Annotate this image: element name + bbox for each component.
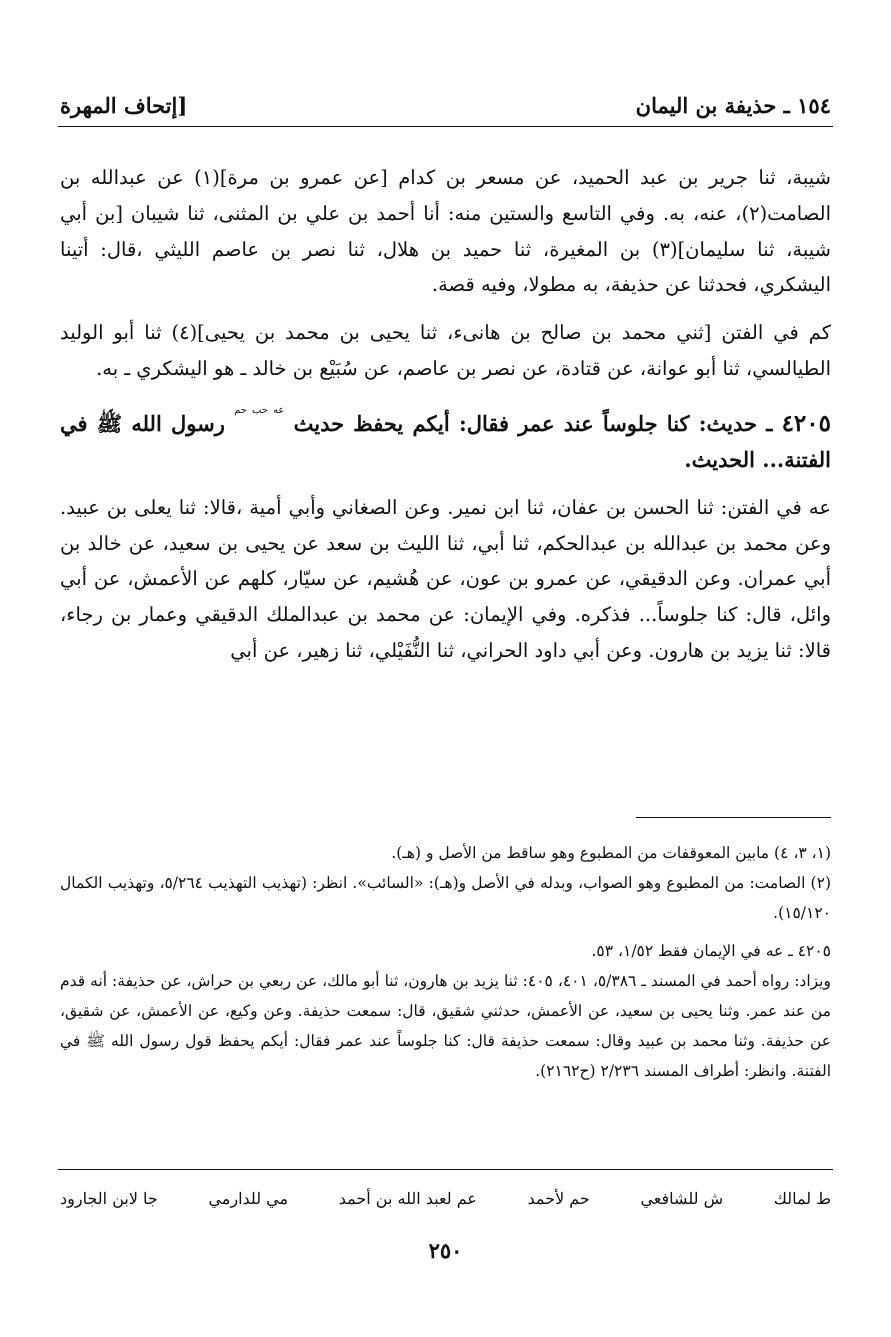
hadith-sigla: عه حب حم <box>234 404 285 416</box>
abbreviation-item: مي للدارمي <box>208 1189 289 1208</box>
abbreviation-item: ط لمالك <box>773 1189 831 1208</box>
hadith-title-line1: ـ حديث: كنا جلوساً عند عمر فقال: أيكم يحفظ حديث <box>293 410 773 436</box>
footnotes <box>60 838 831 1086</box>
header-divider <box>58 126 833 127</box>
footnote-1: (١، ٣، ٤) مابين المعوقفات من المطبوع وهو ساقط من الأصل و (هـ). <box>391 844 831 862</box>
hadith-number: ٤٢٠٥ <box>781 409 831 437</box>
hadith-heading <box>60 393 831 478</box>
abbreviation-item: حم لأحمد <box>527 1189 590 1208</box>
page-number: ٢٥٠ <box>428 1238 463 1263</box>
running-header <box>60 78 831 118</box>
header-chapter-title: ١٥٤ ـ حذيفة بن اليمان <box>635 93 831 118</box>
abbreviations-key <box>60 1186 831 1212</box>
paragraph-2: كم في الفتن [ثني محمد بن صالح بن هانىء، ثنا يحيى بن محمد بن يحيى](٤) ثنا أبو الوليد الطيالسي، ثنا أبو عوانة، عن قتادة، عن نصر بن عاصم، عن سُبَيْع بن خالد ـ هو اليشكري ـ به. <box>60 321 831 380</box>
footnote-4: ويزاد: رواه أحمد في المسند ـ ٥/٣٨٦، ٤٠١، ٤٠٥: ثنا يزيد بن هارون، ثنا أبو مالك، عن ربعي بن حراش، عن حذيفة: أنه قدم من عند عمر. وثنا يحيى بن سعيد، عن الأعمش، حدثني شقيق، قال: سمعت حذيفة. وعن وكيع، عن الأعمش، عن شقيق، عن حذيفة. وثنا محمد بن عبيد وقال: سمعت حذيفة قال: كنا جلوساً عند عمر فقال: أيكم يحفظ قول رسول الله ﷺ في الفتنة. وانظر: أطراف المسند ٢/٢٣٦ (ح٢١٦٢). <box>60 972 831 1080</box>
header-book-title: [إتحاف المهرة <box>60 93 188 118</box>
footnote-2: (٢) الصامت: من المطبوع وهو الصواب، وبدله في الأصل و(هـ): «السائب». انظر: (تهذيب التهذيب ٥/٢٦٤، وتهذيب الكمال ١٥/١٢٠). <box>60 874 831 922</box>
paragraph-3: عه في الفتن: ثنا الحسن بن عفان، ثنا ابن نمير. وعن الصغاني وأبي أمية ،قالا: ثنا يعلى بن عبيد. وعن محمد بن عبدالله بن عبدالحكم، ثنا أبي، ثنا الليث بن سعد عن يحيى بن سعيد، عن خالد بن أبي عمران. وعن الدقيقي، عن عمرو بن عون، عن هُشيم، عن سيّار، كلهم عن الأعمش، عن أبي وائل، قال: كنا جلوساً... فذكره. وفي الإيمان: عن محمد بن عبدالملك الدقيقي وعمار بن رجاء، قالا: ثنا يزيد بن هارون. وعن أبي داود الحراني، ثنا النُّفَيْلي، ثنا زهير، عن أبي <box>60 495 831 662</box>
paragraph-1: شيبة، ثنا جرير بن عبد الحميد، عن مسعر بن كدام [عن عمرو بن مرة](١) عن عبدالله بن الصامت(٢)، عنه، به. وفي التاسع والستين منه: أنا أحمد بن علي بن المثنى، ثنا شيبان [بن أبي شيبة، ثنا سليمان](٣) بن المغيرة، ثنا حميد بن هلال، ثنا نصر بن عاصم الليثي ،قال: أتينا اليشكري، فحدثنا عن حذيفة، به مطولا، وفيه قصة. <box>60 166 831 297</box>
abbreviations-divider <box>58 1169 833 1170</box>
footnote-3: ٤٢٠٥ ـ عه في الإيمان فقط ١/٥٢، ٥٣. <box>591 942 831 960</box>
hadith-title-line2: رسول الله ﷺ في الفتنة... الحديث. <box>60 410 831 472</box>
abbreviation-item: جا لابن الجارود <box>60 1189 158 1208</box>
main-text <box>60 160 831 669</box>
abbreviation-item: ش للشافعي <box>640 1189 724 1208</box>
footnote-divider <box>636 817 831 818</box>
abbreviation-item: عم لعبد الله بن أحمد <box>338 1189 477 1208</box>
